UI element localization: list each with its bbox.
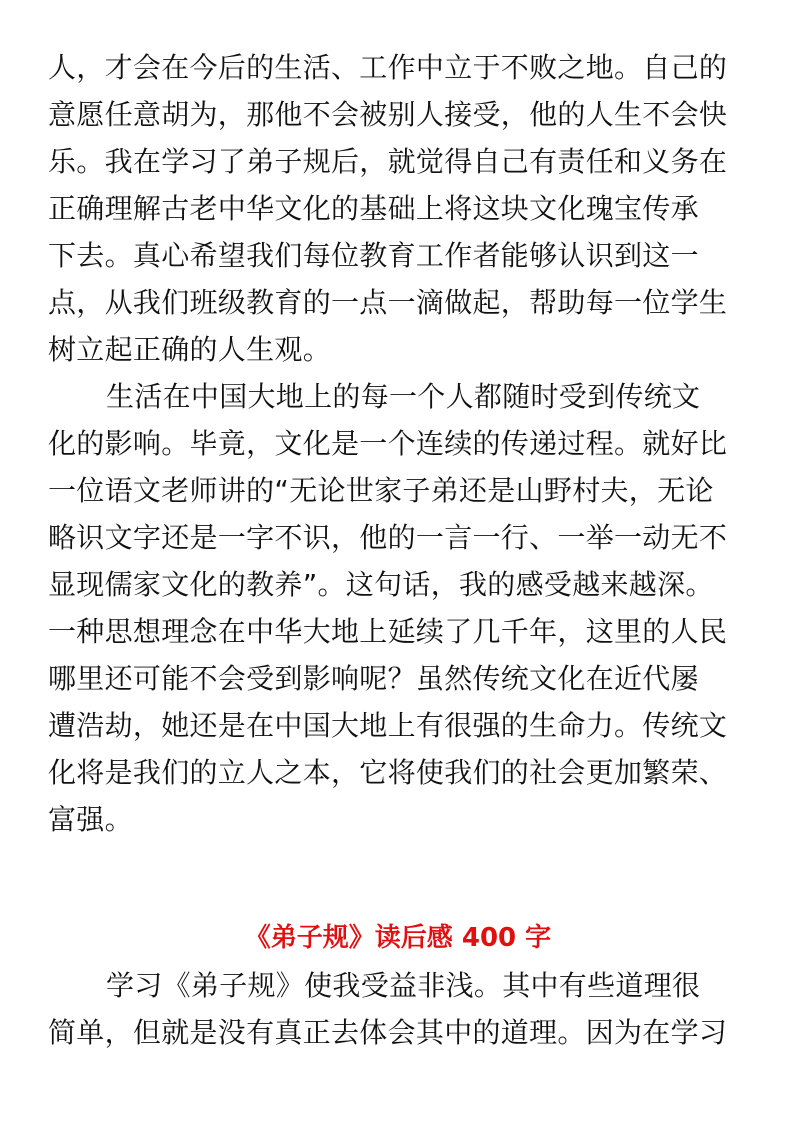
text-line: 意愿任意胡为，那他不会被别人接受，他的人生不会快 [48,98,728,131]
text-line: 简单，但就是没有真正去体会其中的道理。因为在学习 [48,1016,728,1049]
text-line: 一位语文老师讲的“无论世家子弟还是山野村夫，无论 [48,474,714,507]
text-line: 一种思想理念在中华大地上延续了几千年，这里的人民 [48,615,728,648]
paragraph-2 [48,373,748,843]
text-line: 学习《弟子规》使我受益非浅。其中有些道理很 [106,969,701,1002]
text-line: 生活在中国大地上的每一个人都随时受到传统文 [106,380,701,413]
section-heading: 《弟子规》读后感 400 字 [244,923,552,953]
text-line: 化将是我们的立人之本，它将使我们的社会更加繁荣、 [48,756,728,789]
text-line: 人，才会在今后的生活、工作中立于不败之地。自己的 [48,51,728,84]
paragraph-1 [48,44,748,373]
text-line: 下去。真心希望我们每位教育工作者能够认识到这一 [48,239,699,272]
paragraph-3 [48,962,748,1056]
section-gap [48,843,748,915]
text-line: 显现儒家文化的教养”。这句话，我的感受越来越深。 [48,568,714,601]
text-line: 富强。 [48,803,133,836]
document-page [48,44,748,1056]
text-line: 哪里还可能不会受到影响呢？虽然传统文化在近代屡 [48,662,699,695]
text-line: 略识文字还是一字不识，他的一言一行、一举一动无不 [48,521,728,554]
text-line: 化的影响。毕竟，文化是一个连续的传递过程。就好比 [48,427,728,460]
text-line: 点，从我们班级教育的一点一滴做起，帮助每一位学生 [48,286,728,319]
text-line: 树立起正确的人生观。 [48,333,332,366]
text-line: 乐。我在学习了弟子规后，就觉得自己有责任和义务在 [48,145,728,178]
text-line: 遭浩劫，她还是在中国大地上有很强的生命力。传统文 [48,709,728,742]
text-line: 正确理解古老中华文化的基础上将这块文化瑰宝传承 [48,192,699,225]
